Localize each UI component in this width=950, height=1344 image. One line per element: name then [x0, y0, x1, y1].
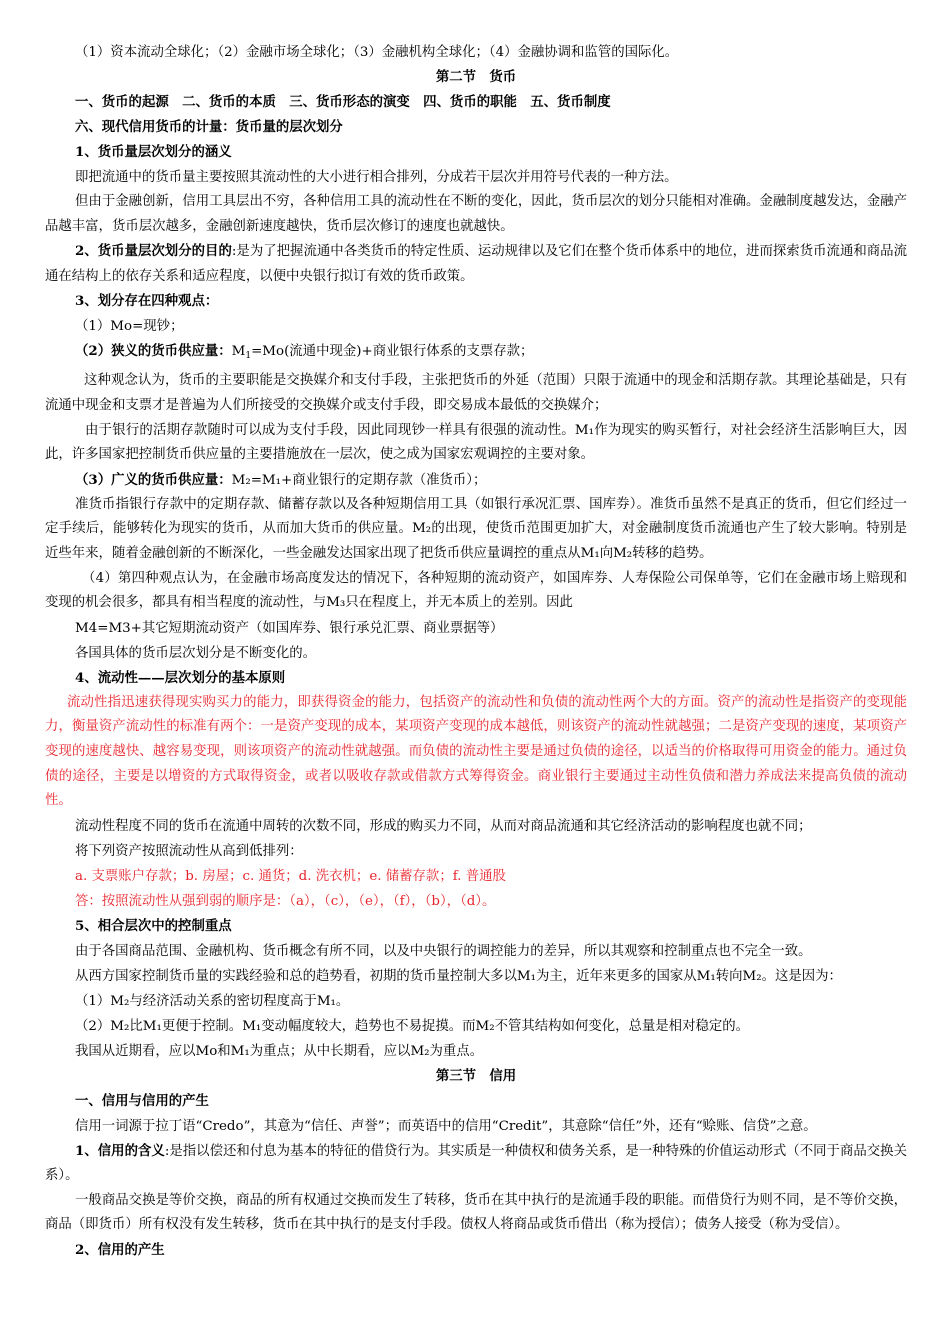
paragraph-meaning: 即把流通中的货币量主要按照其流动性的大小进行相合排列，分成若干层次并用符号代表的一种方法。 — [75, 170, 678, 185]
headings-row: 一、货币的起源 二、货币的本质 三、货币形态的演变 四、货币的职能 五、货币制度 — [75, 94, 611, 110]
paragraph-narrow-1: 这种观念认为，货币的主要职能是交换媒介和支付手段，主张把货币的外延（范围）只限于流通中的现金和活期存款。其理论基础是，只有流通中现金和支票才是普遍为人们所接受的交换媒介或支付手段，即交易成本最低的交换媒介； — [45, 373, 907, 413]
paragraph-rank: 将下列资产按照流动性从高到低排列： — [75, 843, 303, 859]
paragraph-control-1: 由于各国商品范围、金融机构、货币概念有所不同，以及中央银行的调控能力的差异，所以其观察和控制重点也不完全一致。 — [75, 943, 812, 959]
paragraph-credit-definition — [45, 1139, 907, 1189]
subheading-1: 1、货币量层次划分的涵义 — [75, 144, 232, 160]
paragraph-purpose — [45, 239, 907, 289]
paragraph-credit-exchange: 一般商品交换是等价交换，商品的所有权通过交换而发生了转移，货币在其中执行的是流通手段的职能。而借贷行为则不同，是不等价交换，商品（即货币）所有权没有发生转移，货币在其中执行的是支付手段。债权人将商品或货币借出（称为授信）；债务人接受（称为受信）。 — [45, 1192, 907, 1233]
paragraph-liquidity: 流动性指迅速获得现实购买力的能力，即获得资金的能力，包括资产的流动性和负债的流动性两个大的方面。资产的流动性是指资产的变现能力，衡量资产流动性的标准有两个：一是资产变现的成本，某项资产变现的成本越低，则该资产的流动性就越强；二是资产变现的速度，某项资产变现的速度越快、越容易变现，则该项资产的流动性就越强。而负债的流动性主要是通过负债的途径，以适当的价格取得可用资金的能力。通过负债的途径，主要是以增资的方式取得资金，或者以吸收存款或借款方式筹得资金。商业银行主要通过主动性负债和潜力养成法来提高负债的流动性。 — [45, 694, 907, 809]
subheading-3: 3、划分存在四种观点： — [75, 293, 219, 310]
view-3-text: M₂=M₁+商业银行的定期存款（准货币）； — [231, 472, 487, 488]
globalization-list: （1）资本流动全球化；（2）金融市场全球化；（3）金融机构全球化；（4）金融协调和监管的国际化。 — [75, 45, 679, 60]
view-1: （1）Mo=现钞； — [75, 319, 184, 335]
view-2 — [45, 339, 907, 369]
heading-6: 六、现代信用货币的计量：货币量的层次划分 — [75, 119, 343, 135]
view-2-m: M — [231, 344, 246, 360]
purpose-text: :是为了把握流通中各类货币的特定性质、运动规律以及它们在整个货币体系中的地位，进而探索货币流通和商品流通在结构上的依存关系和适应程度，以便中央银行拟订有效的货币政策。 — [45, 244, 907, 284]
section-2-title: 第二节 货币 — [435, 69, 517, 85]
credit-definition-text: :是指以偿还和付息为基本的特征的借贷行为。其实质是一种债权和债务关系，是一种特殊的价值运动形式（不同于商品交换关系）。 — [45, 1143, 907, 1184]
view-3-label: （3）广义的货币供应量： — [75, 471, 232, 488]
paragraph-degree: 流动性程度不同的货币在流通中周转的次数不同，形成的购买力不同，从而对商品流通和其它经济活动的影响程度也就不同； — [75, 818, 812, 834]
paragraph-varies: 各国具体的货币层次划分是不断变化的。 — [75, 645, 317, 661]
section-3-heading-2: 2、信用的产生 — [75, 1242, 165, 1259]
section-3-heading-1: 一、信用与信用的产生 — [75, 1092, 209, 1109]
paragraph-quasi-money: 准货币指银行存款中的定期存款、储蓄存款以及各种短期信用工具（如银行承况汇票、国库券）。准货币虽然不是真正的货币，但它们经过一定手续后，能够转化为现实的货币，从而加大货币的供应量。M₂的出现，使货币范围更加扩大，对金融制度货币流通也产生了较大影响。特别是近些年来，随着金融创新的不断深化，一些金融发达国家出现了把货币供应量调控的重点从M₁向M₂转移的趋势。 — [45, 496, 907, 561]
paragraph-credit-origin: 信用一词源于拉丁语“Credo”，其意为“信任、声誉”；而英语中的信用“Credit”，其意除“信任”外，还有“赊账、信贷”之意。 — [75, 1118, 817, 1134]
reason-1: （1）M₂与经济活动关系的密切程度高于M₁。 — [75, 993, 350, 1009]
paragraph-innovation: 但由于金融创新，信用工具层出不穷，各种信用工具的流动性在不断的变化，因此，货币层次的划分只能相对准确。金融制度越发达，金融产品越丰富，货币层次越多，金融创新速度越快，货币层次修订的速度也就越快。 — [45, 194, 907, 234]
m4-formula: M4=M3+其它短期流动资产（如国库券、银行承兑汇票、商业票据等） — [75, 620, 504, 636]
view-2-text: =Mo(流通中现金)+商业银行体系的支票存款； — [251, 344, 534, 360]
paragraph-narrow-2: 由于银行的活期存款随时可以成为支付手段，因此同现钞一样具有很强的流动性。M₁作为现实的购买暂行，对社会经济生活影响巨大，因此，许多国家把控制货币供应量的主要措施放在一层次，使之成为国家宏观调控的主要对象。 — [45, 422, 907, 463]
purpose-label: 2、货币量层次划分的目的 — [75, 243, 232, 260]
paragraph-control-2: 从西方国家控制货币量的实践经验和总的趋势看，初期的货币量控制大多以M₁为主，近年来更多的国家从M₁转向M₂。这是因为： — [75, 968, 842, 984]
document-page — [45, 40, 907, 1263]
reason-2: （2）M₂比M₁更便于控制。M₁变动幅度较大，趋势也不易捉摸。而M₂不管其结构如何变化，总量是相对稳定的。 — [75, 1018, 750, 1034]
view-3 — [45, 468, 907, 493]
paragraph-china: 我国从近期看，应以Mo和M₁为重点；从中长期看，应以M₂为重点。 — [75, 1043, 484, 1059]
answer: 答：按照流动性从强到弱的顺序是：（a），（c），（e），（f），（b），（d）。 — [75, 893, 496, 909]
subheading-4: 4、流动性——层次划分的基本原则 — [75, 669, 286, 686]
subheading-5: 5、相合层次中的控制重点 — [75, 917, 232, 934]
section-3-title: 第三节 信用 — [435, 1067, 517, 1084]
credit-definition-label: 1、信用的含义 — [75, 1142, 165, 1159]
asset-items: a. 支票账户存款；b. 房屋；c. 通货；d. 洗衣机；e. 储蓄存款；f. 普通股 — [75, 868, 506, 884]
paragraph-view-4: （4）第四种观点认为，在金融市场高度发达的情况下，各种短期的流动资产，如国库券、人寿保险公司保单等，它们在金融市场上赔现和变现的机会很多，都具有相当程度的流动性，与M₃只在程度上，并无本质上的差别。因此 — [45, 570, 907, 611]
view-2-label: （2）狭义的货币供应量： — [75, 343, 232, 360]
view-2-sub: 1 — [245, 351, 252, 362]
